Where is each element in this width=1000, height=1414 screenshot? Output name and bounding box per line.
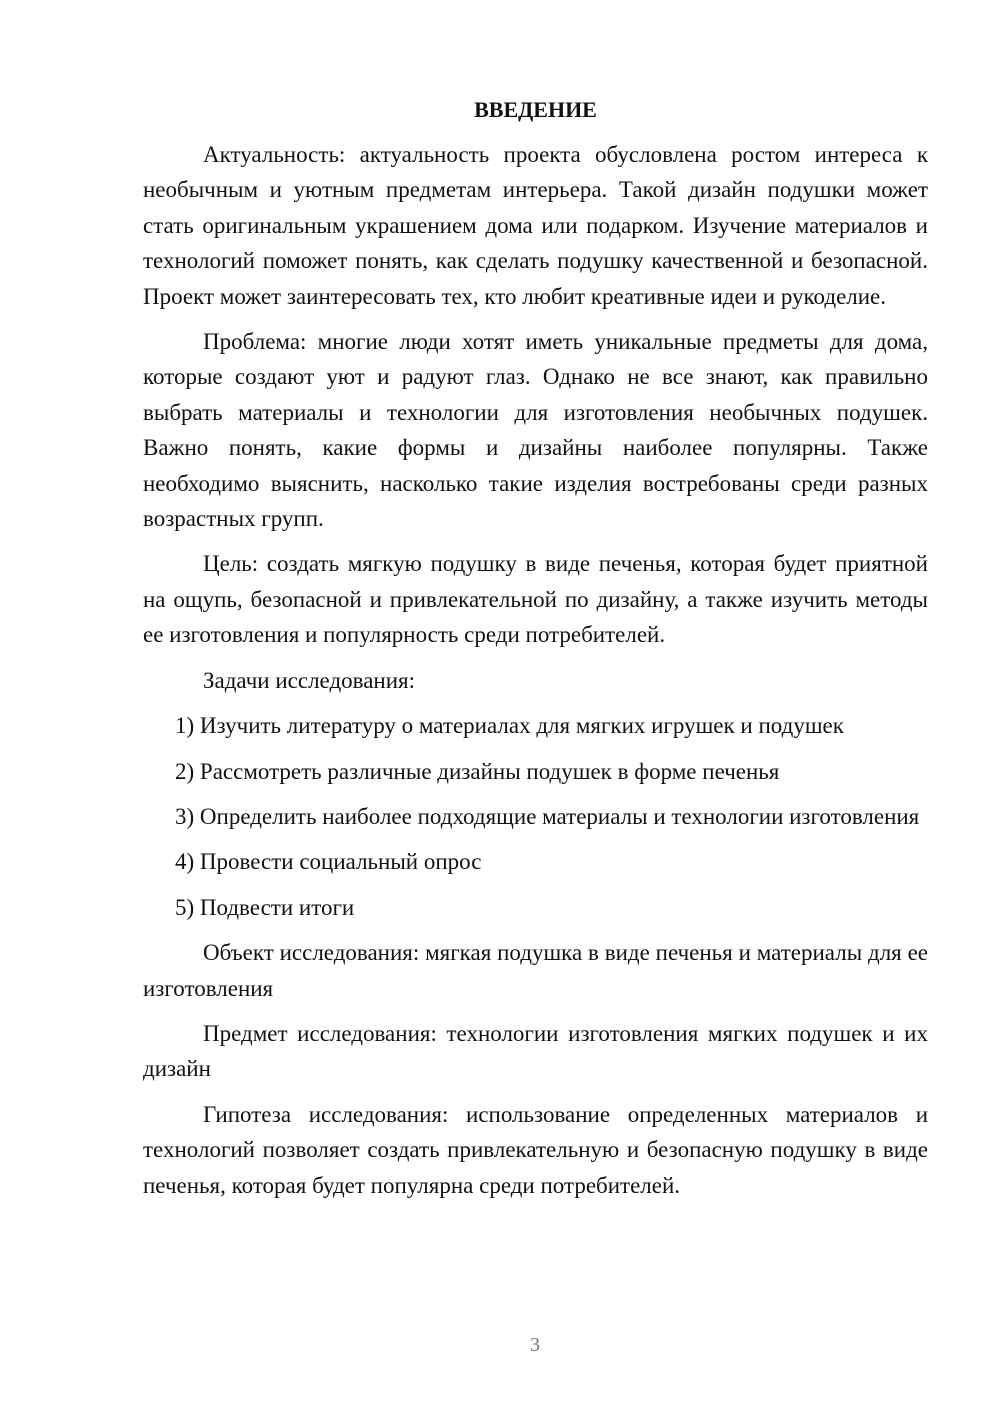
task-item-4: 4) Провести социальный опрос: [175, 849, 482, 875]
object-paragraph: Объект исследования: мягкая подушка в виде печенья и материалы для ее изготовления: [143, 940, 928, 1001]
subject-paragraph: Предмет исследования: технологии изготовления мягких подушек и их дизайн: [143, 1020, 928, 1082]
hypothesis-paragraph: Гипотеза исследования: использование определенных материалов и технологий позволяет создать привлекательную и безопасную подушку в виде печенья, которая будет популярна среди потребителей.: [143, 1101, 928, 1198]
page-content: [143, 95, 928, 1213]
relevance-paragraph: Актуальность: актуальность проекта обусловлена ростом интереса к необычным и уютным предметам интерьера. Такой дизайн подушки может стать оригинальным украшением дома или подарком. Изучение материалов и технологий поможет понять, как сделать подушку качественной и безопасной. Проект может заинтересовать тех, кто любит креативные идеи и рукоделие.: [143, 142, 928, 309]
task-item-5: 5) Подвести итоги: [175, 894, 355, 920]
tasks-heading: Задачи исследования:: [203, 667, 416, 693]
task-item-1: 1) Изучить литературу о материалах для мягких игрушек и подушек: [175, 713, 844, 739]
page-number: 3: [530, 1334, 540, 1356]
page-title: ВВЕДЕНИЕ: [474, 97, 597, 122]
task-item-2: 2) Рассмотреть различные дизайны подушек в форме печенья: [175, 758, 780, 784]
goal-paragraph: Цель: создать мягкую подушку в виде печенья, которая будет приятной на ощупь, безопасной и привлекательной по дизайну, а также изучить методы ее изготовления и популярность среди потребителей.: [143, 551, 928, 648]
problem-paragraph: Проблема: многие люди хотят иметь уникальные предметы для дома, которые создают уют и радуют глаз. Однако не все знают, как правильно выбрать материалы и технологии для изготовления необычных подушек. Важно понять, какие формы и дизайны наиболее популярны. Также необходимо выяснить, насколько такие изделия востребованы среди разных возрастных групп.: [143, 329, 928, 532]
task-item-3: 3) Определить наиболее подходящие материалы и технологии изготовления: [175, 803, 920, 829]
